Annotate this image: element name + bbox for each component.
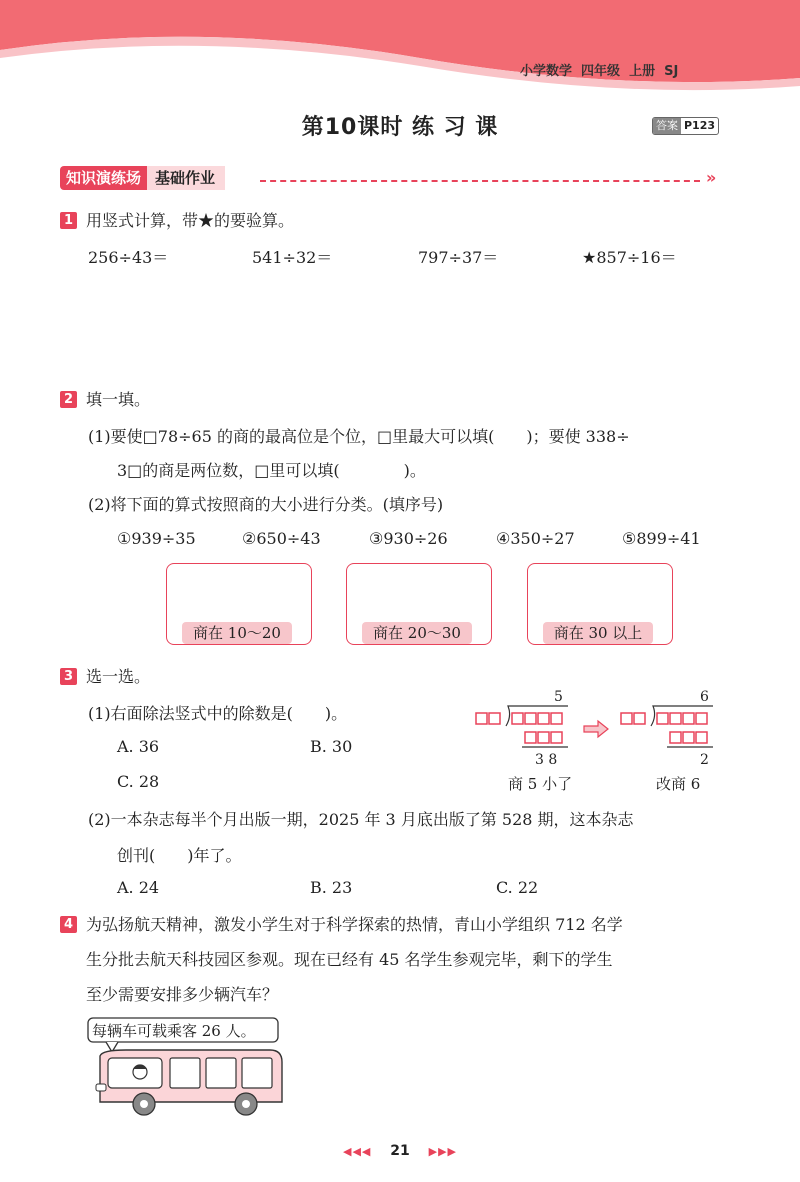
q3-p2-line2: 创刊( )年了。 — [117, 846, 242, 865]
q4-line3: 至少需要安排多少辆汽车？ — [86, 985, 279, 1004]
answer-tag[interactable] — [652, 117, 719, 135]
section-label — [60, 166, 225, 190]
book-info: 小学数学 四年级 上册 SJ — [520, 64, 679, 79]
q3-p2-option-c[interactable]: C. 22 — [496, 878, 539, 897]
diagram-right-remainder: 2 — [700, 752, 709, 768]
question-number-1: 1 — [60, 212, 77, 229]
page-number: 21 — [390, 1143, 410, 1159]
q1-text: 用竖式计算，带★的要验算。 — [86, 211, 295, 230]
q2-expr-1: ①939÷35 — [117, 529, 196, 548]
category-label-1: 商在 10～20 — [182, 622, 292, 644]
arrow-right-icon — [584, 721, 608, 737]
q3-p2-option-b[interactable]: B. 23 — [310, 878, 353, 897]
q3-p1: (1)右面除法竖式中的除数是( )。 — [88, 704, 348, 723]
header-band — [0, 0, 800, 92]
q2-expr-2: ②650÷43 — [242, 529, 321, 548]
category-label-2: 商在 20～30 — [362, 622, 472, 644]
question-number-3: 3 — [60, 668, 77, 685]
section-label-main: 知识演练场 — [60, 166, 147, 190]
q3-text: 选一选。 — [86, 667, 151, 686]
question-number-4: 4 — [60, 916, 77, 933]
q2-expr-5: ⑤899÷41 — [622, 529, 701, 548]
q2-p1-line1: (1)要使□78÷65 的商的最高位是个位，□里最大可以填( )；要使 338÷ — [88, 427, 630, 446]
section-divider — [260, 180, 700, 182]
q2-text: 填一填。 — [86, 390, 151, 409]
diagram-left-caption: 商 5 小了 — [508, 775, 573, 793]
q2-expr-3: ③930÷26 — [369, 529, 448, 548]
diagram-left-quotient: 5 — [554, 689, 563, 705]
q1-item-1: 256÷43＝ — [88, 248, 169, 267]
q2-p1-line2: 3□的商是两位数，□里可以填( )。 — [117, 461, 426, 480]
q4-line2: 生分批去航天科技园区参观。现在已经有 45 名学生参观完毕，剩下的学生 — [86, 950, 613, 969]
q2-expr-4: ④350÷27 — [496, 529, 575, 548]
chevron-right-icon: » — [706, 168, 717, 187]
page-prev-arrows[interactable]: ◀◀◀ — [342, 1145, 372, 1158]
q3-p2-option-a[interactable]: A. 24 — [117, 878, 160, 897]
answer-tag-label: 答案 — [653, 118, 681, 134]
diagram-left-remainder: 3 8 — [535, 752, 558, 768]
answer-tag-page: P123 — [684, 119, 716, 132]
q3-p1-option-c[interactable]: C. 28 — [117, 772, 160, 791]
question-number-2: 2 — [60, 391, 77, 408]
page-footer — [0, 1143, 800, 1159]
bus-speech-bubble: 每辆车可载乘客 26 人。 — [92, 1022, 256, 1040]
q3-p1-option-a[interactable]: A. 36 — [117, 737, 160, 756]
diagram-right-caption: 改商 6 — [656, 775, 701, 793]
page-next-arrows[interactable]: ▶▶▶ — [428, 1145, 457, 1158]
section-label-sub: 基础作业 — [147, 166, 225, 190]
q4-line1: 为弘扬航天精神，激发小学生对于科学探索的热情，青山小学组织 712 名学 — [86, 915, 623, 934]
q3-p1-option-b[interactable]: B. 30 — [310, 737, 353, 756]
q2-p2: (2)将下面的算式按照商的大小进行分类。(填序号) — [88, 495, 444, 514]
diagram-right-quotient: 6 — [700, 689, 709, 705]
q1-item-3: 797÷37＝ — [418, 248, 499, 267]
q1-item-2: 541÷32＝ — [252, 248, 333, 267]
page-title: 第10课时 练 习 课 — [301, 115, 499, 140]
q3-p2-line1: (2)一本杂志每半个月出版一期，2025 年 3 月底出版了第 528 期，这本杂志 — [88, 810, 634, 829]
q1-item-4: ★857÷16＝ — [582, 248, 677, 267]
category-label-3: 商在 30 以上 — [543, 622, 653, 644]
